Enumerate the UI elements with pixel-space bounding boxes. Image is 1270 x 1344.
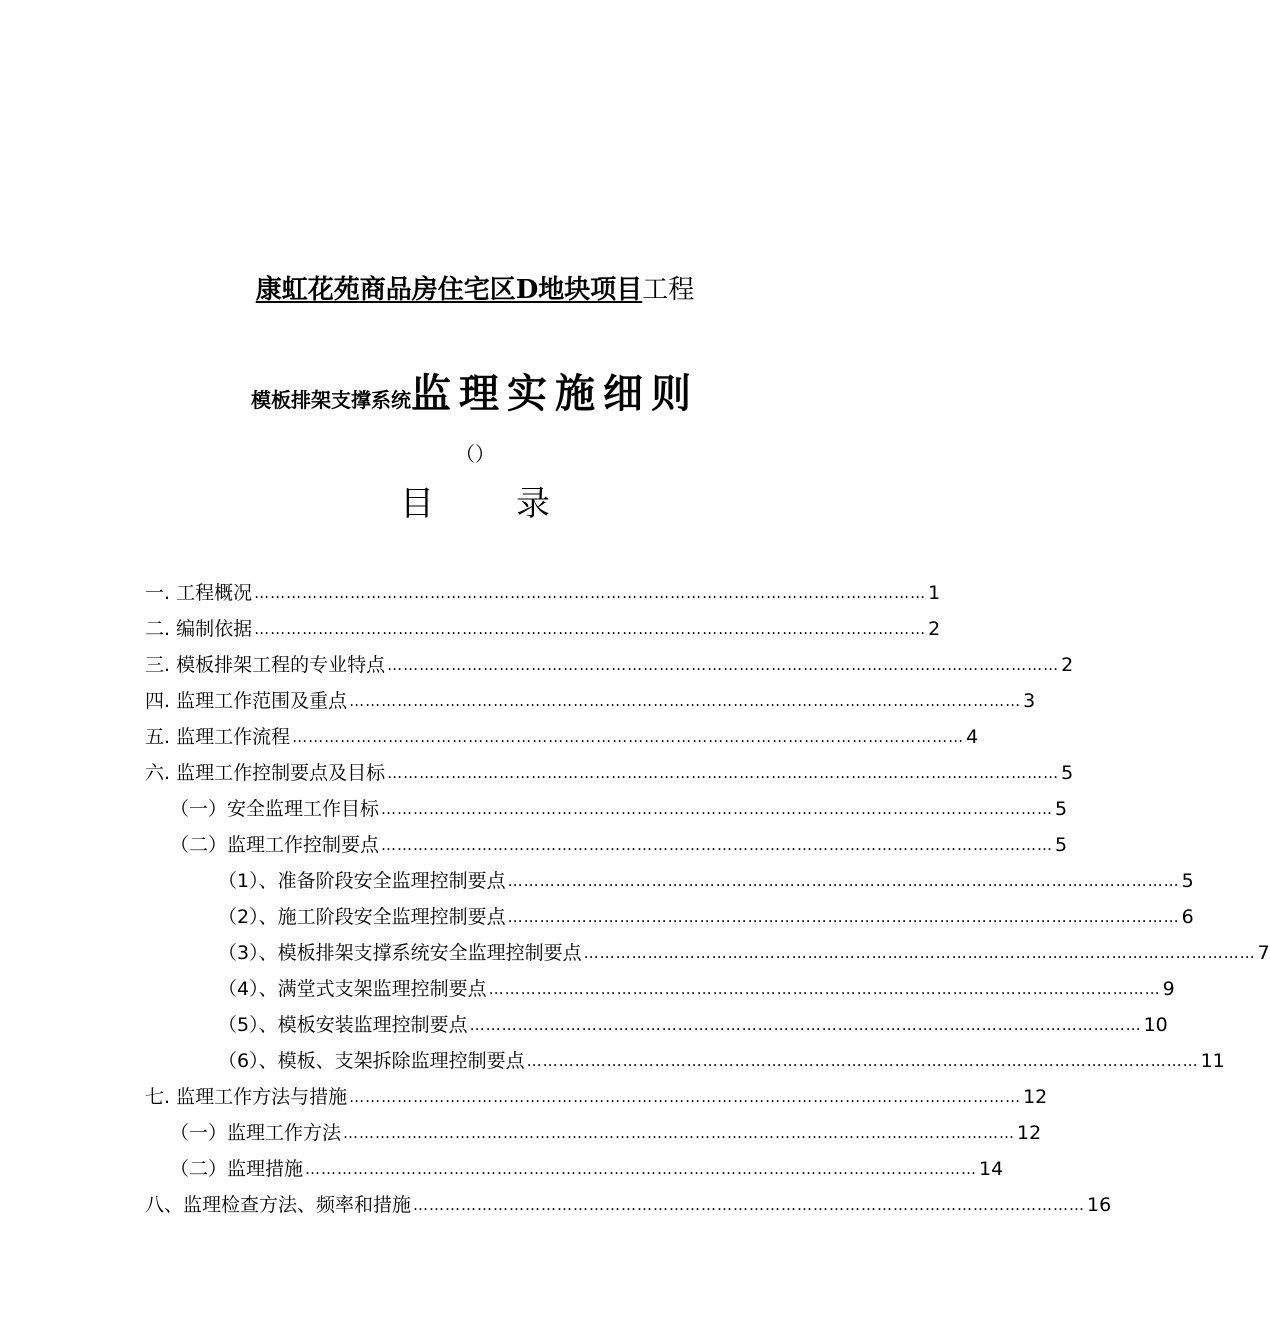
toc-entry-page: 5 — [1055, 798, 1068, 820]
toc-entry[interactable]: （4）、满堂式支架监理控制要点 ……………………………………………………………………………………………………………… 9 — [218, 971, 804, 1007]
toc-heading-char-2: 录 — [516, 484, 550, 524]
toc-entry-label: 八、监理检查方法、频率和措施 — [145, 1194, 412, 1216]
toc-entry-label: （1）、准备阶段安全监理控制要点 — [218, 870, 506, 892]
toc-entry-page: 14 — [979, 1158, 1004, 1180]
toc-entry-label: 二. 编制依据 — [145, 618, 253, 640]
toc-entry-page: 12 — [1017, 1122, 1042, 1144]
toc-entry-page: 12 — [1023, 1086, 1048, 1108]
toc-entry[interactable]: 八、监理检查方法、频率和措施 ……………………………………………………………………………………………………………… 16 — [145, 1187, 795, 1223]
toc-entry-label: 七. 监理工作方法与措施 — [145, 1086, 348, 1108]
toc-entry-label: （4）、满堂式支架监理控制要点 — [218, 978, 487, 1000]
toc-entry[interactable]: （3）、模板排架支撑系统安全监理控制要点 ……………………………………………………………………………………………………………… 7 — [218, 935, 804, 971]
toc-entry-page: 6 — [1181, 906, 1194, 928]
toc-entry-label: 六. 监理工作控制要点及目标 — [145, 762, 386, 784]
toc-entry[interactable]: （二）监理工作控制要点 ……………………………………………………………………………………………………………… 5 — [170, 827, 795, 863]
toc-entry[interactable]: （二）监理措施 ……………………………………………………………………………………………………………… 14 — [170, 1151, 795, 1187]
toc-entry[interactable]: 一. 工程概况 ……………………………………………………………………………………………………………… 1 — [145, 575, 795, 611]
toc-entry[interactable]: （1）、准备阶段安全监理控制要点 ……………………………………………………………………………………………………………… 5 — [218, 863, 804, 899]
project-title — [0, 270, 950, 310]
toc-entry[interactable]: （6）、模板、支架拆除监理控制要点 ……………………………………………………………………………………………………………… 11 — [218, 1043, 804, 1079]
parenthetical-note: （） — [455, 442, 495, 466]
toc-entry[interactable]: 二. 编制依据 ……………………………………………………………………………………………………………… 2 — [145, 611, 795, 647]
toc-entry-page: 4 — [966, 726, 979, 748]
toc-entry-page: 2 — [928, 618, 941, 640]
toc-entry-page: 5 — [1181, 870, 1194, 892]
toc-entry-page: 7 — [1257, 942, 1270, 964]
toc-entry-page: 2 — [1061, 654, 1074, 676]
document-title — [0, 364, 950, 432]
toc-entry-label: 一. 工程概况 — [145, 582, 253, 604]
toc-entry-page: 5 — [1061, 762, 1074, 784]
toc-entry[interactable]: （一）安全监理工作目标 ……………………………………………………………………………………………………………… 5 — [170, 791, 795, 827]
toc-entry-label: 四. 监理工作范围及重点 — [145, 690, 348, 712]
toc-entry[interactable]: 五. 监理工作流程 ……………………………………………………………………………………………………………… 4 — [145, 719, 795, 755]
toc-entry-page: 1 — [928, 582, 941, 604]
toc-entry-label: （6）、模板、支架拆除监理控制要点 — [218, 1050, 525, 1072]
toc-entry-page: 10 — [1143, 1014, 1168, 1036]
toc-entry-page: 16 — [1087, 1194, 1112, 1216]
toc-entry-page: 11 — [1200, 1050, 1225, 1072]
toc-entry-page: 9 — [1162, 978, 1175, 1000]
subject-main: 监理实施细则 — [411, 370, 699, 417]
toc-entry-label: （二）监理工作控制要点 — [170, 834, 380, 856]
toc-entry[interactable]: （5）、模板安装监理控制要点 ……………………………………………………………………………………………………………… 10 — [218, 1007, 804, 1043]
toc-entry[interactable]: 六. 监理工作控制要点及目标 ……………………………………………………………………………………………………………… 5 — [145, 755, 795, 791]
toc-entry-label: （5）、模板安装监理控制要点 — [218, 1014, 468, 1036]
toc-entry-page: 5 — [1055, 834, 1068, 856]
toc-entry[interactable]: 七. 监理工作方法与措施 ……………………………………………………………………………………………………………… 12 — [145, 1079, 795, 1115]
toc-entry-label: （2）、施工阶段安全监理控制要点 — [218, 906, 506, 928]
toc-heading-char-1: 目 — [400, 484, 434, 524]
project-suffix: 工程 — [642, 275, 695, 305]
toc-entry[interactable]: 四. 监理工作范围及重点 ……………………………………………………………………………………………………………… 3 — [145, 683, 795, 719]
toc-entry-label: 三. 模板排架工程的专业特点 — [145, 654, 386, 676]
toc-entry[interactable]: 三. 模板排架工程的专业特点 ……………………………………………………………………………………………………………… 2 — [145, 647, 795, 683]
toc-heading — [0, 482, 950, 526]
toc-entry-label: （二）监理措施 — [170, 1158, 304, 1180]
toc-entry[interactable]: （一）监理工作方法 ……………………………………………………………………………………………………………… 12 — [170, 1115, 795, 1151]
toc-entry-page: 3 — [1023, 690, 1036, 712]
subject-prefix: 模板排架支撑系统 — [251, 388, 411, 412]
toc-entry-label: 五. 监理工作流程 — [145, 726, 291, 748]
project-name: 康虹花苑商品房住宅区D地块项目 — [255, 275, 643, 305]
toc-entry[interactable]: （2）、施工阶段安全监理控制要点 ……………………………………………………………………………………………………………… 6 — [218, 899, 804, 935]
toc-entry-label: （3）、模板排架支撑系统安全监理控制要点 — [218, 942, 582, 964]
toc-entry-label: （一）安全监理工作目标 — [170, 798, 380, 820]
toc-entry-label: （一）监理工作方法 — [170, 1122, 342, 1144]
